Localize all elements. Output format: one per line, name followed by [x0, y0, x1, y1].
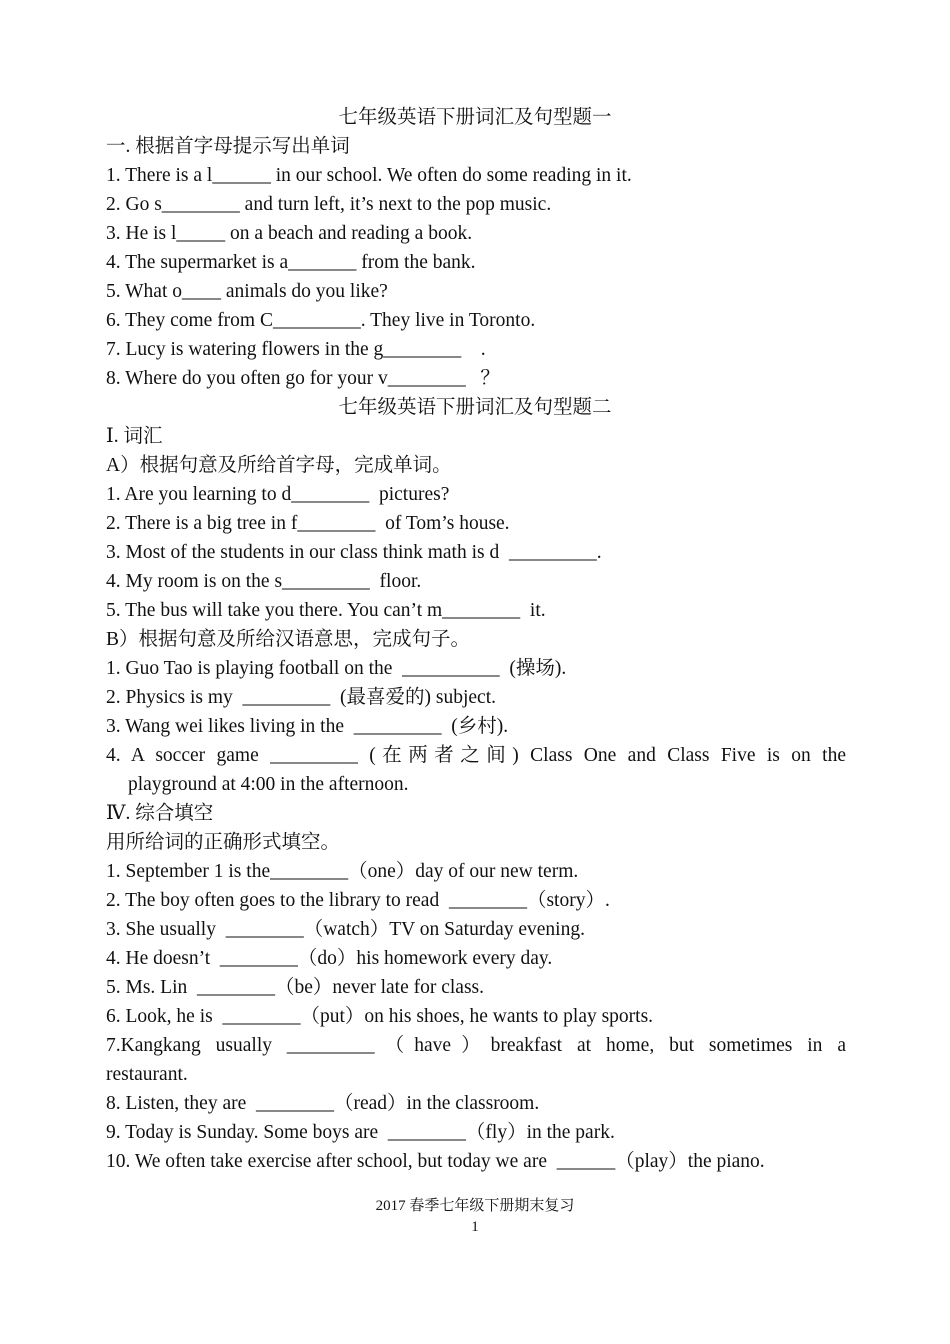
section-iv-heading: Ⅳ. 综合填空 — [106, 803, 214, 824]
section-iv-question: 5. Ms. Lin ________（be）never late for class. — [106, 977, 485, 998]
section-a-question: 4. My room is on the s_________ floor. — [106, 571, 422, 592]
section-a-question: 2. There is a big tree in f________ of Tom’s house. — [106, 513, 510, 534]
part1-question: 2. Go s________ and turn left, it’s next to the pop music. — [106, 194, 552, 215]
part1-question: 1. There is a l______ in our school. We often do some reading in it. — [106, 165, 632, 186]
section-a-question: 5. The bus will take you there. You can’t m________ it. — [106, 600, 546, 621]
part1-question: 6. They come from C_________. They live in Toronto. — [106, 310, 536, 331]
part1-question: 4. The supermarket is a_______ from the bank. — [106, 252, 476, 273]
section-iv-question-continued: restaurant. — [106, 1064, 188, 1085]
section-one-heading: 一. 根据首字母提示写出单词 — [106, 136, 350, 157]
section-a-question: 1. Are you learning to d________ pictures? — [106, 484, 450, 505]
part1-question: 7. Lucy is watering flowers in the g________ . — [106, 339, 486, 360]
section-b-heading: B）根据句意及所给汉语意思，完成句子。 — [106, 629, 471, 650]
section-iv-instruction: 用所给词的正确形式填空。 — [106, 832, 341, 853]
section-b-question: 4. A soccer game _________ (在两者之间) Class One and Class Five is on the — [106, 745, 846, 766]
section-iv-question: 9. Today is Sunday. Some boys are ________（fly）in the park. — [106, 1122, 615, 1143]
section-iv-question: 6. Look, he is ________（put）on his shoes, he wants to play sports. — [106, 1006, 654, 1027]
section-a-heading: A）根据句意及所给首字母，完成单词。 — [106, 455, 452, 476]
page-number: 1 — [471, 1219, 479, 1235]
section-b-question: 2. Physics is my _________ (最喜爱的) subject. — [106, 687, 496, 708]
section-a-question: 3. Most of the students in our class think math is d _________. — [106, 542, 602, 563]
footer-text: 2017 春季七年级下册期末复习 — [375, 1198, 575, 1214]
section-b-question-continued: playground at 4:00 in the afternoon. — [128, 774, 409, 795]
part1-question: 3. He is l_____ on a beach and reading a book. — [106, 223, 473, 244]
section-b-question: 3. Wang wei likes living in the _________ (乡村). — [106, 716, 509, 737]
section-iv-question: 10. We often take exercise after school, but today we are ______（play）the piano. — [106, 1151, 765, 1172]
section-iv-question: 7.Kangkang usually _________（have）breakfast at home, but sometimes in a — [106, 1035, 846, 1056]
title-part-two: 七年级英语下册词汇及句型题二 — [338, 397, 612, 418]
section-iv-question: 3. She usually ________（watch）TV on Saturday evening. — [106, 919, 585, 940]
part1-question: 8. Where do you often go for your v________ ？ — [106, 368, 500, 389]
section-b-question: 1. Guo Tao is playing football on the __________ (操场). — [106, 658, 567, 679]
section-iv-question: 8. Listen, they are ________（read）in the classroom. — [106, 1093, 540, 1114]
section-iv-question: 4. He doesn’t ________（do）his homework every day. — [106, 948, 553, 969]
section-iv-question: 1. September 1 is the________（one）day of our new term. — [106, 861, 579, 882]
title-part-one: 七年级英语下册词汇及句型题一 — [338, 107, 612, 128]
section-vocabulary-heading: Ⅰ. 词汇 — [106, 426, 163, 447]
part1-question: 5. What o____ animals do you like? — [106, 281, 388, 302]
section-iv-question: 2. The boy often goes to the library to read ________（story）. — [106, 890, 610, 911]
